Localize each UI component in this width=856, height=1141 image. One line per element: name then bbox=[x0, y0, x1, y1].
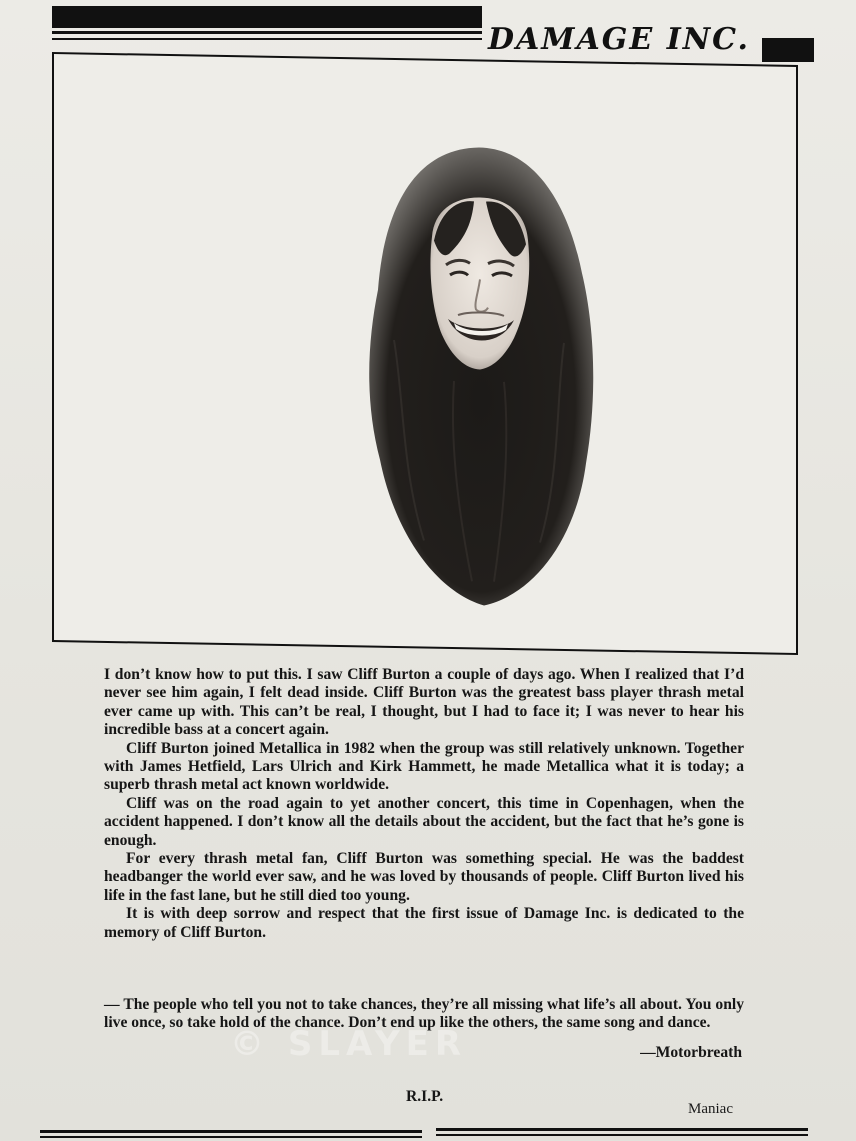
portrait-photo bbox=[354, 139, 604, 613]
article-paragraph: Cliff Burton joined Metallica in 1982 when the group was still relatively unknown. Together with James Hetfield, Lars Ulrich and Kirk Hammett, he made Metallica what it is today; a superb thrash metal act known worldwide. bbox=[104, 739, 744, 794]
quote-attribution: —Motorbreath bbox=[640, 1044, 742, 1061]
footer-rule-right bbox=[436, 1128, 808, 1131]
article-paragraph: I don’t know how to put this. I saw Cliff Burton a couple of days ago. When I realized that I’d never see him again, I felt dead inside. Cliff Burton was the greatest bass player thrash metal ever came up with. This can’t be real, I thought, but I had to face it; I was never to hear his incredible bass at a concert again. bbox=[104, 666, 744, 739]
header-rule-mid bbox=[52, 31, 482, 34]
watermark: © SLAYER bbox=[230, 1024, 468, 1064]
header-rule-bottom bbox=[52, 38, 482, 40]
article-paragraph: Cliff was on the road again to yet another concert, this time in Copenhagen, when the accident happened. I don’t know all the details about the accident, but the fact that he’s gone is enough. bbox=[104, 794, 744, 849]
footer-rule-left-thin bbox=[40, 1136, 422, 1138]
article-paragraph: It is with deep sorrow and respect that the first issue of Damage Inc. is dedicated to the memory of Cliff Burton. bbox=[104, 905, 744, 941]
author-name: Maniac bbox=[688, 1101, 733, 1117]
rip-sign-off: R.I.P. bbox=[406, 1088, 444, 1105]
header-rule-top bbox=[52, 6, 482, 28]
footer-rule-right-thin bbox=[436, 1134, 808, 1136]
closing-quote: — The people who tell you not to take chances, they’re all missing what life’s all about. You only live once, so take hold of the chance. Don’t end up like the others, the same song and dance. bbox=[104, 996, 744, 1032]
photo-frame bbox=[52, 52, 798, 655]
magazine-title: DAMAGE INC. bbox=[488, 22, 750, 57]
article-body bbox=[104, 666, 744, 942]
article-paragraph: For every thrash metal fan, Cliff Burton was something special. He was the baddest headbanger the world ever saw, and he was loved by thousands of people. Cliff Burton lived his life in the fast lane, but he still died too young. bbox=[104, 850, 744, 904]
footer-rule-left bbox=[40, 1130, 422, 1133]
header-block-right bbox=[762, 38, 814, 62]
